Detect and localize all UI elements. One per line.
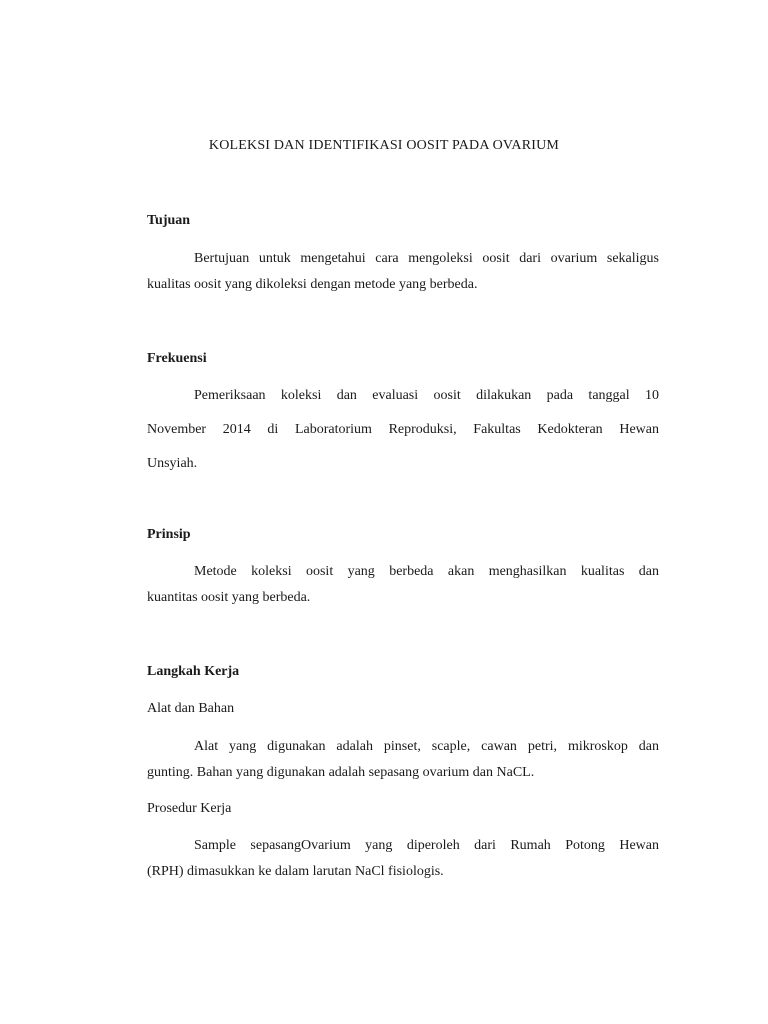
- paragraph-line: Alat yang digunakan adalah pinset, scaple, cawan petri, mikroskop dan: [194, 739, 659, 754]
- heading-tujuan: Tujuan: [147, 213, 191, 228]
- heading-langkah-kerja: Langkah Kerja: [147, 664, 240, 679]
- paragraph-line: Pemeriksaan koleksi dan evaluasi oosit dilakukan pada tanggal 10: [194, 388, 659, 403]
- subheading-prosedur-kerja: Prosedur Kerja: [147, 801, 232, 816]
- paragraph-line: (RPH) dimasukkan ke dalam larutan NaCl fisiologis.: [147, 864, 444, 879]
- paragraph-line: Bertujuan untuk mengetahui cara mengoleksi oosit dari ovarium sekaligus: [194, 251, 659, 266]
- paragraph-line: Sample sepasangOvarium yang diperoleh dari Rumah Potong Hewan: [194, 838, 659, 853]
- heading-prinsip: Prinsip: [147, 527, 191, 542]
- paragraph-line: kuantitas oosit yang berbeda.: [147, 590, 311, 605]
- subheading-alat-dan-bahan: Alat dan Bahan: [147, 701, 235, 716]
- heading-frekuensi: Frekuensi: [147, 351, 207, 366]
- document-title: KOLEKSI DAN IDENTIFIKASI OOSIT PADA OVARIUM: [208, 138, 560, 153]
- paragraph-line: Metode koleksi oosit yang berbeda akan menghasilkan kualitas dan: [194, 564, 659, 579]
- paragraph-line: November 2014 di Laboratorium Reproduksi, Fakultas Kedokteran Hewan: [147, 422, 659, 437]
- paragraph-line: Unsyiah.: [147, 456, 198, 471]
- paragraph-line: gunting. Bahan yang digunakan adalah sepasang ovarium dan NaCL.: [147, 765, 535, 780]
- paragraph-line: kualitas oosit yang dikoleksi dengan metode yang berbeda.: [147, 277, 478, 292]
